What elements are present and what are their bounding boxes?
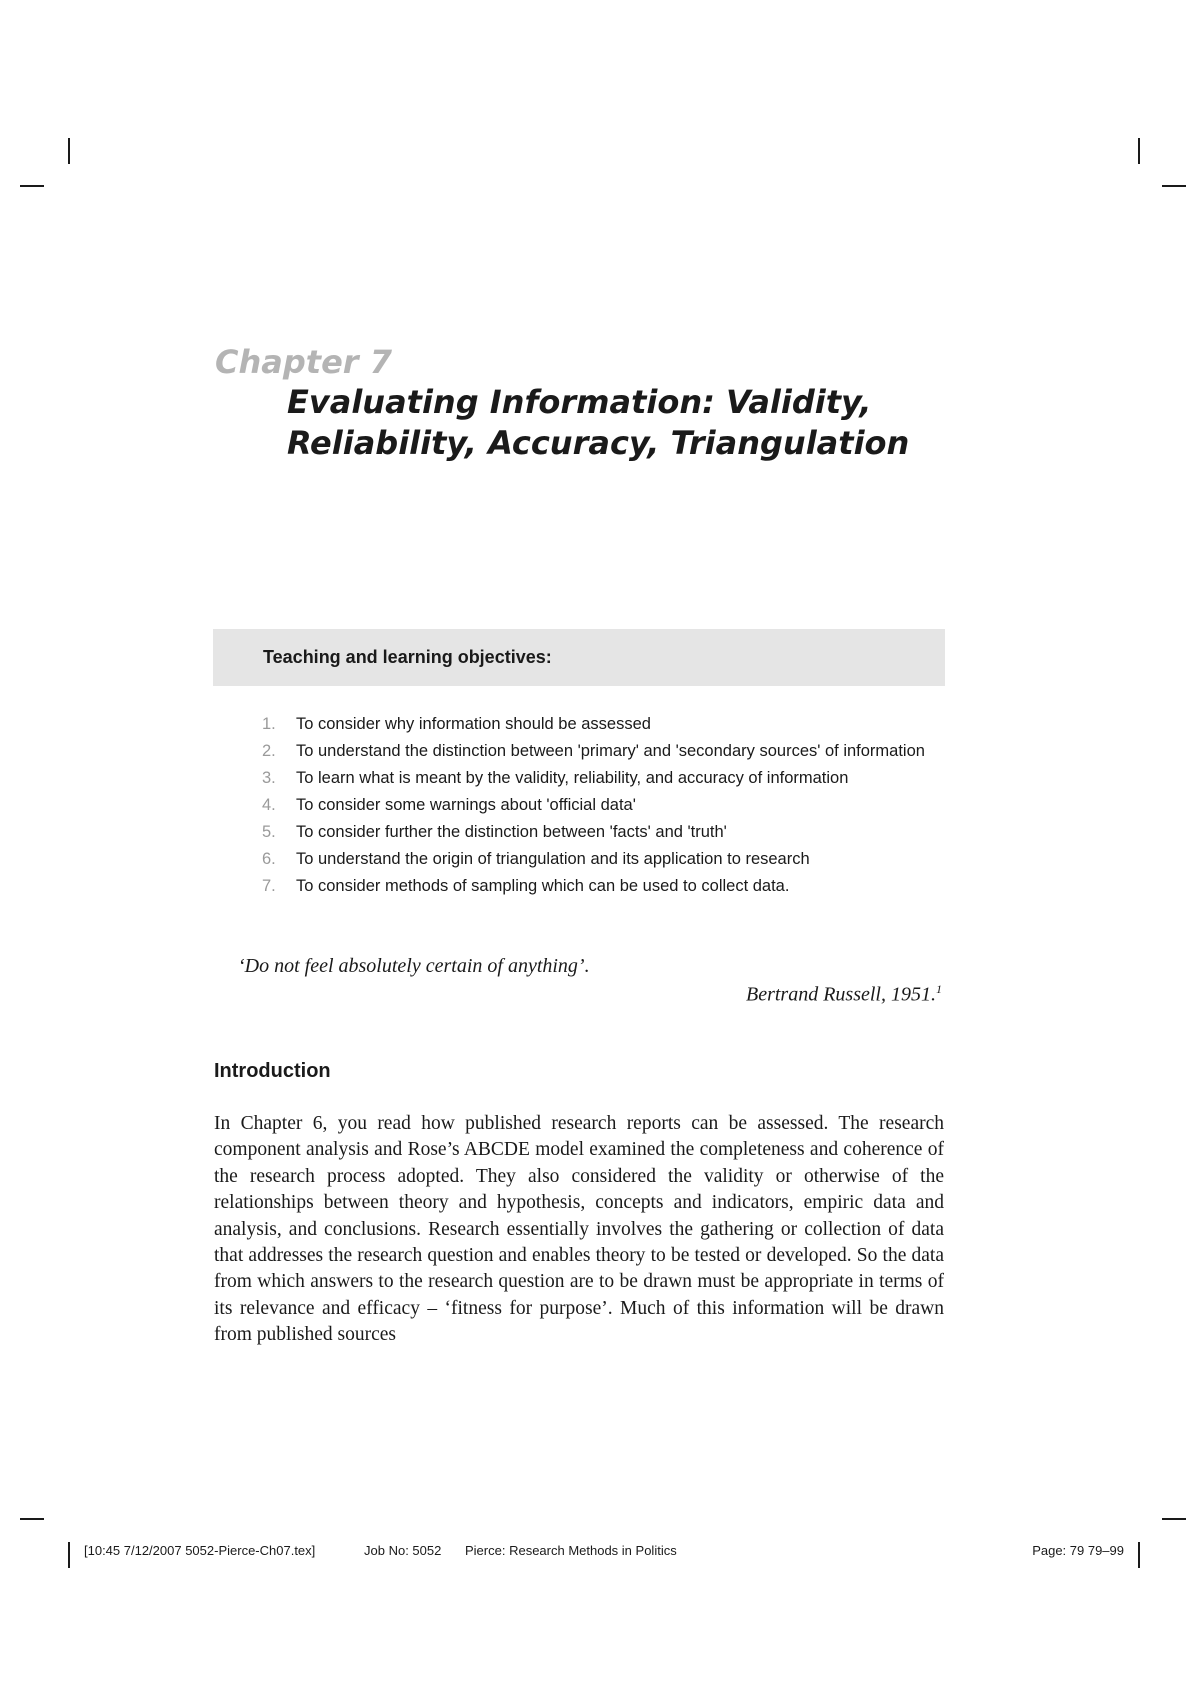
body-paragraph: In Chapter 6, you read how published research reports can be assessed. The research component analysis and Rose’s ABCDE model examined the completeness and coherence of the research process adopted. They also considered the validity or otherwise of the relationships between theory and hypothesis, concepts and indicators, empiric data and analysis, and conclusions. Research essentially involves the gathering or collection of data that addresses the research question and enables theory to be tested or developed. So the data from which answers to the research question are to be drawn must be appropriate in terms of its relevance and efficacy – ‘fitness for purpose’. Much of this information will be drawn from published sources	[214, 1113, 944, 1346]
list-item	[262, 792, 942, 819]
crop-mark-top-right	[1138, 138, 1140, 164]
objectives-list	[262, 711, 942, 900]
chapter-label: Chapter 7	[215, 343, 392, 381]
footer-page-number: Page: 79 79–99	[1032, 1543, 1124, 1558]
list-item-number: 5.	[262, 823, 276, 841]
list-item-text: To consider methods of sampling which can be used to collect data.	[296, 877, 790, 895]
crop-mark-bottom-left	[68, 1542, 70, 1568]
list-item-number: 2.	[262, 742, 276, 760]
epigraph-attribution	[746, 982, 942, 1007]
list-item	[262, 738, 942, 765]
crop-mark-top-left	[68, 138, 70, 164]
footer-file-info: [10:45 7/12/2007 5052-Pierce-Ch07.tex]	[84, 1543, 316, 1558]
list-item-text: To consider some warnings about 'official data'	[296, 796, 636, 814]
attribution-text: Bertrand Russell, 1951.	[746, 983, 936, 1006]
section-heading: Introduction	[214, 1060, 331, 1082]
list-item-number: 4.	[262, 796, 276, 814]
crop-mark-top-left	[20, 185, 44, 187]
epigraph-quote: ‘Do not feel absolutely certain of anything’.	[238, 955, 590, 977]
footer-book-title: Pierce: Research Methods in Politics	[465, 1543, 677, 1558]
objectives-box	[213, 629, 945, 686]
objectives-heading: Teaching and learning objectives:	[263, 647, 552, 667]
list-item-number: 7.	[262, 877, 276, 895]
crop-mark-top-right	[1162, 185, 1186, 187]
crop-mark-bottom-left	[20, 1518, 44, 1520]
list-item	[262, 873, 942, 900]
crop-mark-bottom-right	[1162, 1518, 1186, 1520]
list-item-text: To understand the distinction between 'primary' and 'secondary sources' of information	[296, 742, 925, 760]
list-item-text: To learn what is meant by the validity, reliability, and accuracy of information	[296, 769, 849, 787]
list-item	[262, 711, 942, 738]
list-item-text: To consider why information should be assessed	[296, 715, 651, 733]
footnote-marker[interactable]: 1	[936, 982, 942, 996]
crop-mark-bottom-right	[1138, 1542, 1140, 1568]
footer-job-number: Job No: 5052	[364, 1543, 442, 1558]
list-item-text: To consider further the distinction between 'facts' and 'truth'	[296, 823, 727, 841]
list-item	[262, 846, 942, 873]
list-item	[262, 819, 942, 846]
list-item	[262, 765, 942, 792]
page-footer	[84, 1543, 1124, 1563]
chapter-title: Evaluating Information: Validity, Reliability, Accuracy, Triangulation	[287, 383, 910, 462]
list-item-number: 6.	[262, 850, 276, 868]
list-item-number: 3.	[262, 769, 276, 787]
list-item-number: 1.	[262, 715, 276, 733]
list-item-text: To understand the origin of triangulation and its application to research	[296, 850, 810, 868]
